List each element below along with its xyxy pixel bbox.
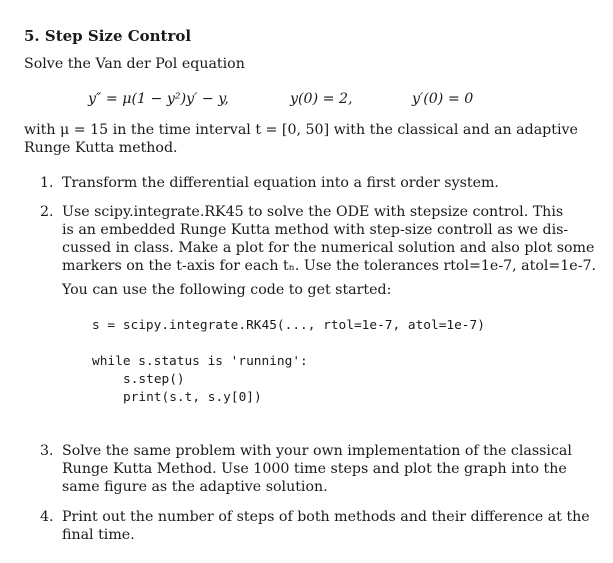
initial-condition-yprime: y′(0) = 0 [412,91,474,107]
item-4-line-1: Print out the number of steps of both methods and their difference at the [62,509,590,525]
item-4-line-2: final time. [62,527,135,543]
item-1-number: 1. [40,175,54,191]
item-3-line-2: Runge Kutta Method. Use 1000 time steps and plot the graph into the [62,461,567,477]
code-line-4: print(s.t, s.y[0]) [123,390,262,405]
item-2-number: 2. [40,204,54,220]
params-line-1: with μ = 15 in the time interval t = [0, 50] with the classical and an adaptive [24,122,578,138]
initial-condition-y: y(0) = 2, [290,91,353,107]
code-line-3: s.step() [123,372,185,387]
item-2-line-4: markers on the t-axis for each tₙ. Use the tolerances rtol=1e-7, atol=1e-7. [62,258,597,274]
item-4-number: 4. [40,509,54,525]
item-2-line-2: is an embedded Runge Kutta method with step-size controll as we dis- [62,222,569,238]
item-2-line-3: cussed in class. Make a plot for the numerical solution and also plot some [62,240,595,256]
ode-equation: y″ = μ(1 − y²)y′ − y, [88,91,229,107]
item-3-line-1: Solve the same problem with your own implementation of the classical [62,443,572,459]
item-2-note: You can use the following code to get started: [62,282,392,298]
code-line-1: s = scipy.integrate.RK45(..., rtol=1e-7, atol=1e-7) [92,318,485,333]
item-2-line-1: Use scipy.integrate.RK45 to solve the ODE with stepsize control. This [62,204,564,220]
section-title: 5. Step Size Control [24,27,192,45]
item-3-line-3: same figure as the adaptive solution. [62,479,328,495]
item-1-line-1: Transform the differential equation into a first order system. [62,175,499,191]
item-3-number: 3. [40,443,54,459]
code-line-2: while s.status is 'running': [92,354,308,369]
intro-text: Solve the Van der Pol equation [24,56,245,72]
params-line-2: Runge Kutta method. [24,140,178,156]
